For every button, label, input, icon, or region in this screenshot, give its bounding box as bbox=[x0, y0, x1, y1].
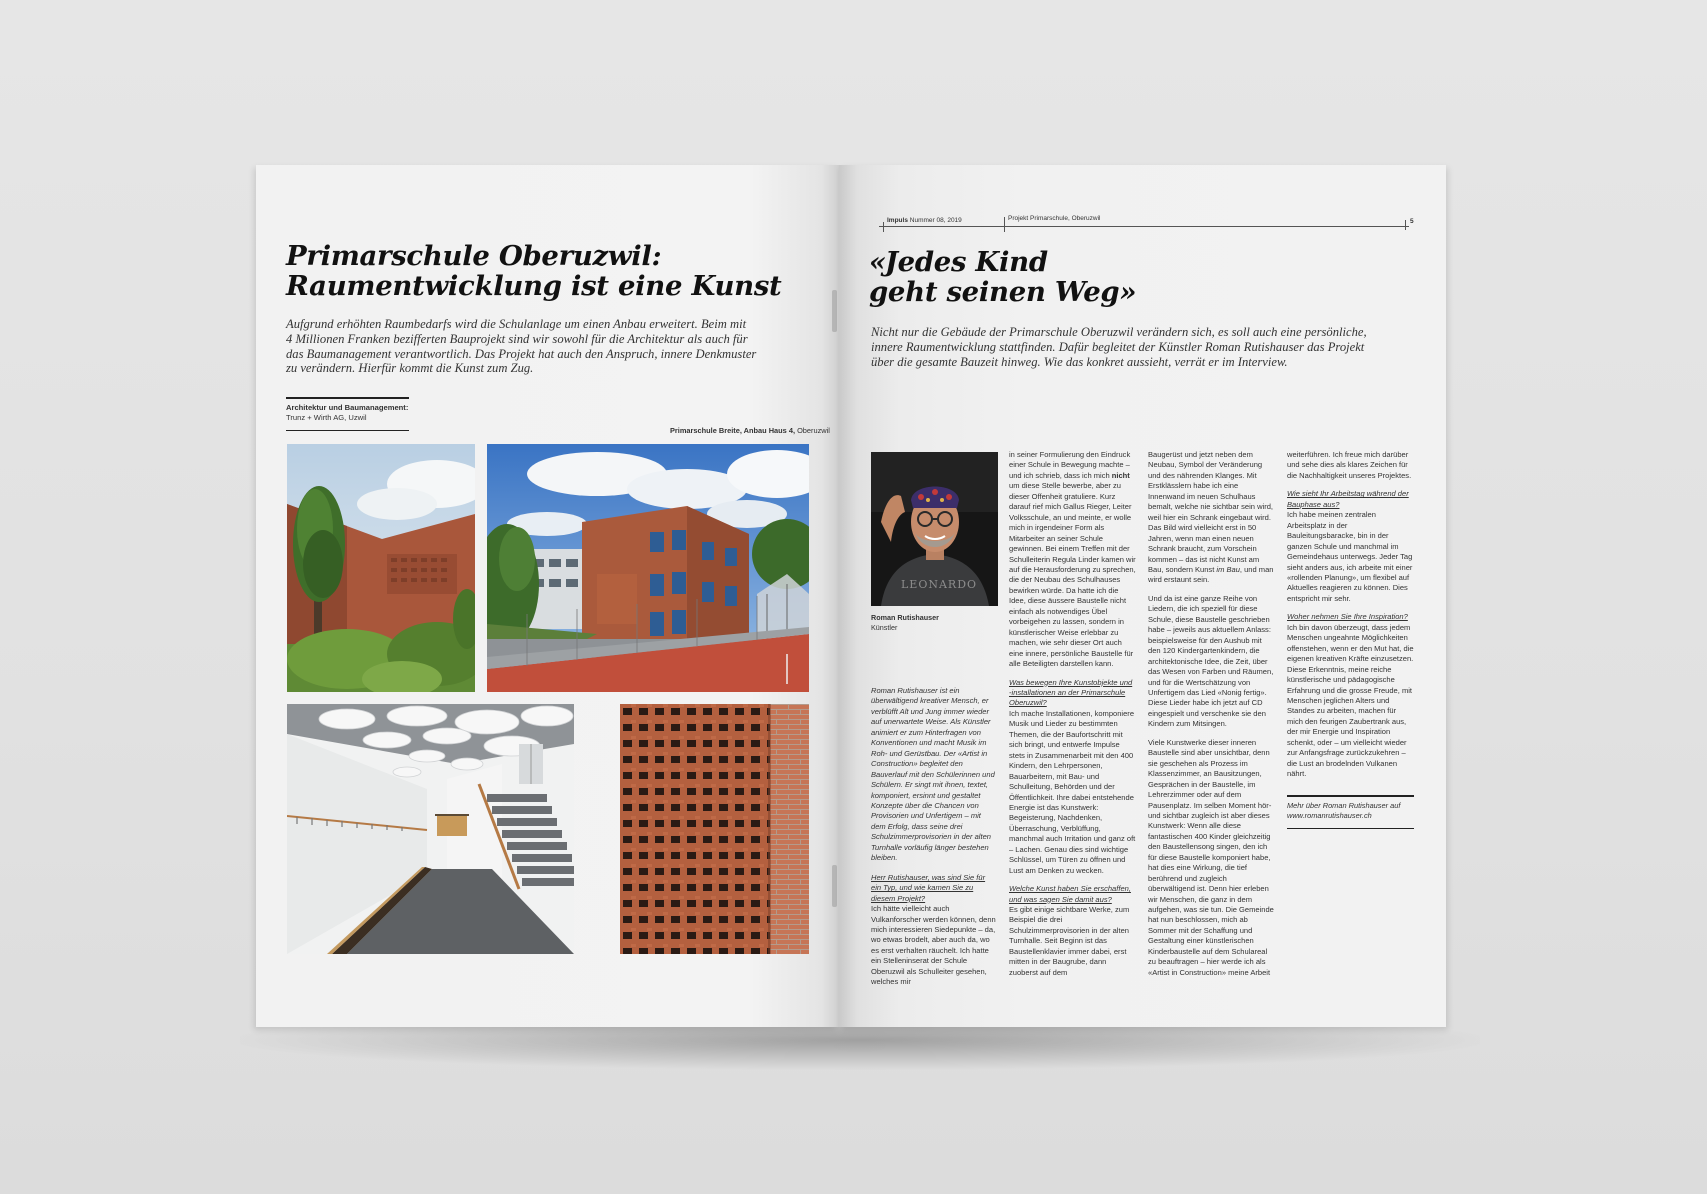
credit-value: Trunz + Wirth AG, Uzwil bbox=[286, 413, 367, 422]
left-lead-line: 4 Millionen Franken bezifferten Bauprojekt sind wir sowohl für die Architektur als auch für bbox=[286, 331, 748, 346]
interview-answer-3-continued bbox=[1148, 450, 1275, 586]
column-2 bbox=[1009, 450, 1136, 986]
right-lead-line: innere Raumentwicklung stattfinden. Dafür begleitet der Künstler Roman Rutishauser das Projekt bbox=[871, 339, 1365, 354]
photo-brick-lattice bbox=[620, 704, 809, 954]
photo-corridor-staircase-image bbox=[287, 704, 574, 954]
interview-answer-1: Ich hätte vielleicht auch Vulkanforscher werden können, denn mich interessieren Siedepunkte – da, wo etwas brodelt, aber auch da, wo es erst verhalten räuchelt. Ich hatte ein Stelleninserat der Schule Oberuzwil als Schulleiter gesehen, welches mir bbox=[871, 904, 996, 987]
left-lead-line: das Baumanagement verantwortlich. Das Projekt hat auch den Anspruch, innere Denkmuster bbox=[286, 346, 757, 361]
column-4 bbox=[1287, 450, 1414, 788]
portrait-role: Künstler bbox=[871, 623, 898, 632]
more-info bbox=[1287, 801, 1400, 822]
article-intro: Roman Rutishauser ist ein überwältigend kreativer Mensch, er verblüfft Alt und Jung immer wieder auf unerwartete Weise. Als Künstler animiert er zum Hinterfragen von Konventionen und macht Musik im Roh- und Gerüstbau. Der «Artist in Construction» begleitet den Bauverlauf mit den Schülerinnen und Schülern. Er singt mit ihnen, textet, komponiert, ersinnt und gestaltet Konzepte über die Chancen von Provisorien und Unfertigem – mit dem Erfolg, dass seine drei Schulzimmerprovisorien in der alten Turnhalle vorläufig länger bestehen bleiben. bbox=[871, 686, 995, 863]
left-headline bbox=[286, 242, 781, 301]
interview-question-5: Woher nehmen Sie Ihre Inspiration? bbox=[1287, 612, 1408, 622]
credit-top-rule bbox=[286, 397, 409, 399]
running-header-left bbox=[887, 217, 962, 224]
right-lead-line: Nicht nur die Gebäude der Primarschule Oberuzwil verändern sich, es soll auch eine persönliche, bbox=[871, 325, 1367, 339]
header-tick-middle bbox=[1004, 217, 1005, 232]
header-brand: Impuls bbox=[887, 217, 908, 224]
photo-school-building-court-image bbox=[487, 444, 809, 692]
staple-bottom bbox=[832, 865, 837, 907]
left-headline-line2: Raumentwicklung ist eine Kunst bbox=[286, 269, 782, 302]
more-info-bottom-rule bbox=[1287, 828, 1414, 829]
answer-1-bold-word: nicht bbox=[1111, 470, 1130, 480]
photo-tree-brick-facade bbox=[287, 444, 475, 692]
header-section: Projekt Primarschule, Oberuzwil bbox=[1008, 215, 1101, 222]
shirt-print: LEONARDO bbox=[901, 578, 978, 591]
interview-answer-4: Ich habe meinen zentralen Arbeitsplatz in der Bauleitungsbaracke, bin in der ganzen Schule und manchmal im Gemeindehaus unterwegs. Jeder Tag sieht anders aus, ich arbeite mit einer «rollenden Planung», um flexibel auf Aktuelles reagieren zu können. Dies entspricht mir sehr. bbox=[1287, 510, 1413, 603]
answer-3-text-rest: , und man wird erstaunt sein. bbox=[1148, 564, 1274, 585]
answer-1-text: in seiner Formulierung den Eindruck einer Schule in Bewegung machte – und ich schrieb, dass ich mich bbox=[1009, 450, 1131, 480]
left-lead-line: zu verändern. Hierfür kommt die Kunst zum Zug. bbox=[286, 361, 534, 376]
photo-brick-lattice-image bbox=[620, 704, 809, 954]
website-link[interactable]: www.romanrutishauser.ch bbox=[1287, 811, 1372, 821]
right-lead-line: über die gesamte Bauzeit hinweg. Wie das konkret aussieht, verrät er im Interview. bbox=[871, 354, 1288, 369]
left-lead bbox=[286, 317, 806, 376]
interview-answer-5: Ich bin davon überzeugt, dass jedem Menschen ungeahnte Möglichkeiten offenstehen, wenn er den Mut hat, die eigenen kreativen Kräfte einzusetzen. Diese Erkenntnis, meine reiche künstlerische und pädagogische Erfahrung und die grosse Freude, mit Menschen jeglichen Alters und Standes zu arbeiten, machen für mich den feurigen Zaubertrank aus, der mir Energie und Inspiration schenkt, oder – um vielleicht wieder zur Anfangsfrage zurückzukehren – die Lust an brodelnden Vulkanen nährt. bbox=[1287, 622, 1414, 779]
photo-tree-brick-facade-image bbox=[287, 444, 475, 692]
answer-1-text-rest: um diese Stelle bewerbe, aber zu dieser Offenheit gratuliere. Kurz darauf rief mich Gallus Rieger, Leiter Volksschule, an und meinte, er wolle mich in irgendeiner Form als Mitarbeiter an seiner Schule gewinnen. Bei einem Treffen mit der Schulleiterin Regula Linder kamen wir auf die Herausforderung zu sprechen, die der Neubau des Schulhauses bewirken würde. Da hatte ich die Idee, diese äussere Baustelle nicht einfach als notwendiges Übel vorbeigehen zu lassen, sondern in künstlerischer Weise erlebbar zu machen, wie sehr dieser Ort auch eine innere, persönliche Baustelle für alle Beteiligten darstellen kann. bbox=[1009, 481, 1136, 669]
right-page bbox=[839, 165, 1446, 1027]
interview-question-3: Welche Kunst haben Sie erschaffen, und was sagen Sie damit aus? bbox=[1009, 884, 1131, 904]
column-3 bbox=[1148, 450, 1275, 986]
answer-3-conclusion: weiterführen. Ich freue mich darüber und sehe dies als klares Zeichen für die Nachhaltigkeit unseres Projektes. bbox=[1287, 450, 1412, 480]
photo-caption-title: Primarschule Breite, Anbau Haus 4, bbox=[670, 426, 795, 435]
more-info-top-rule bbox=[1287, 795, 1414, 797]
right-headline-line2: geht seinen Weg» bbox=[869, 275, 1137, 308]
photo-school-building-court bbox=[487, 444, 809, 692]
answer-3-paragraph-2: Und da ist eine ganze Reihe von Liedern, die ich speziell für diese Schule, diese Baustelle geschrieben habe – jeweils aus aktuellem Anlass: beispielsweise für den Aushub mit den 120 Kindergartenkindern, die architektonische Idee, die Zeit, über das Wesen von Farben und Räumen, und für die Wertschätzung von Unfertigem das Lied «Nonig fertig». Diese Lieder habe ich jetzt auf CD eingespielt und verschenke sie den Kindern zum Mitsingen. bbox=[1148, 593, 1274, 729]
header-tick-right bbox=[1405, 220, 1406, 230]
credit-bottom-rule bbox=[286, 430, 409, 431]
interview-question-4: Wie sieht Ihr Arbeitstag während der Bauphase aus? bbox=[1287, 489, 1409, 509]
interview-question-1: Herr Rutishauser, was sind Sie für ein Typ, und wie kamen Sie zu diesem Projekt? bbox=[871, 872, 986, 903]
right-headline-line1: «Jedes Kind bbox=[869, 246, 1048, 278]
answer-3-paragraph-3: Viele Kunstwerke dieser inneren Baustelle sind aber unsichtbar, denn sie geschehen als Prozess im Klassenzimmer, an Bausitzungen, Gesprächen in der Baustelle, im Lehrerzimmer oder auf dem Pausenplatz. Im selben Moment hör- und sichtbar zugleich ist aber dieses Kunstwerk: Wenn alle diese fantastischen 400 Kinder gleichzeitig den Baustellensong singen, den ich für diese Baustelle komponiert habe, hat dies eine Wirkung, die tief berührend und zugleich überwältigend ist. Denn hier erleben wir Menschen, die ganz in dem aufgehen, was sie tun. Die Gemeinde hat nun beschlossen, mich ab Sommer mit der Schaffung und Gestaltung einer künstlerischen Kinderbaustelle auf dem Schulareal zu beauftragen – hier werde ich als «Artist in Construction» meine Arbeit bbox=[1148, 737, 1274, 977]
credit-label: Architektur und Baumanagement: bbox=[286, 403, 409, 412]
answer-3-text: Baugerüst und jetzt neben dem Neubau, Symbol der Veränderung und des nährenden Klanges. Mit Erstklässlern habe ich eine Innenwand im neuen Schulhaus bemalt, welche nie sichtbar sein wird, weil hier ein Schrank eingebaut wird. Das Bild wird vielleicht erst in 50 Jahren, wenn man einen neuen Schrank braucht, zum Vorschein kommen – das ist nicht Kunst am Bau, sondern Kunst bbox=[1148, 450, 1273, 574]
interview-answer-2: Ich mache Installationen, komponiere Musik und Lieder zu bestimmten Themen, die der Baufortschritt mit sich bringt, und entwerfe Impulse stets in Zusammenarbeit mit den 400 Kindern, den Lehrpersonen, Bauarbeitern, mit Bau- und Schulleitung, Behörden und der Öffentlichkeit. Ihre dabei entstehende Energie ist das Kunstwerk: Begeisterung, Nachdenken, Überraschung, Verblüffung, manchmal auch Irritation und ganz oft – Lachen. Genau dies sind wichtige Schlüssel, um Türen zu öffnen und Lust am Denken zu wecken. bbox=[1009, 708, 1136, 875]
left-lead-line: Aufgrund erhöhten Raumbedarfs wird die Schulanlage um einen Anbau erweitert. Beim mit bbox=[286, 317, 747, 331]
header-tick-left bbox=[883, 222, 884, 232]
more-info-text: Mehr über Roman Rutishauser auf bbox=[1287, 801, 1401, 810]
interview-answer-1-continued bbox=[1009, 450, 1136, 670]
portrait-image bbox=[871, 452, 998, 606]
column-1 bbox=[871, 686, 997, 988]
header-rule bbox=[879, 226, 1409, 227]
page-number: 5 bbox=[1410, 218, 1414, 225]
portrait-name: Roman Rutishauser bbox=[871, 613, 939, 622]
right-lead bbox=[871, 325, 1431, 369]
staple-top bbox=[832, 290, 837, 332]
photo-caption-place: Oberuzwil bbox=[797, 426, 830, 435]
left-headline-line1: Primarschule Oberuzwil: bbox=[286, 240, 662, 272]
right-headline bbox=[869, 248, 1136, 307]
answer-3-emphasis: im Bau bbox=[1216, 564, 1240, 574]
interview-answer-3: Es gibt einige sichtbare Werke, zum Beispiel die drei Schulzimmerprovisorien in der alten Turnhalle. Seit Beginn ist das Baustellenklavier immer dabei, erst mitten in der Baugrube, dann zuoberst auf dem bbox=[1009, 905, 1130, 977]
photo-corridor-staircase bbox=[287, 704, 574, 954]
photo-caption bbox=[670, 426, 830, 436]
interview-question-2: Was bewegen Ihre Kunstobjekte und -installationen an der Primarschule Oberuzwil? bbox=[1009, 677, 1133, 708]
portrait-photo bbox=[871, 452, 998, 606]
left-page bbox=[256, 165, 839, 1027]
header-issue: Nummer 08, 2019 bbox=[909, 217, 962, 224]
